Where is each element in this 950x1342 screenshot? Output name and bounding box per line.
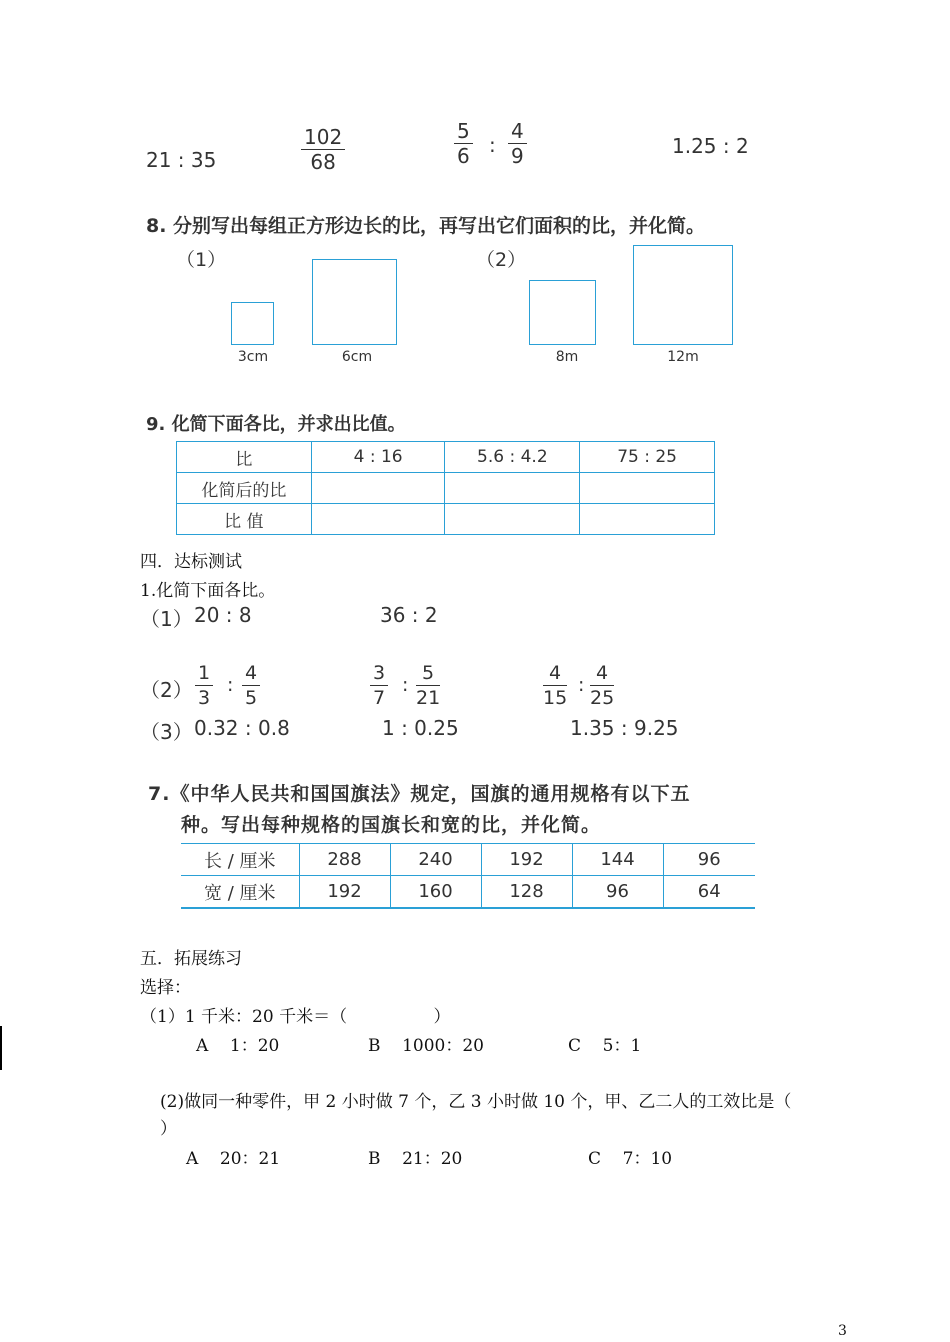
square-3cm	[231, 302, 274, 345]
ratio-1-0.25: 1 : 0.25	[382, 716, 459, 740]
section4-q1-title: 1.化简下面各比。	[140, 581, 276, 601]
table-cell: 288	[299, 844, 390, 876]
choose-label: 选择：	[140, 978, 191, 998]
table-cell: 64	[663, 876, 755, 909]
table-row	[181, 844, 755, 876]
denominator: 21	[416, 687, 441, 709]
section5-heading: 五．拓展练习	[140, 949, 242, 969]
table-cell: 192	[299, 876, 390, 909]
numerator: 4	[242, 662, 260, 686]
colon: :	[227, 674, 234, 696]
fraction-4-5	[242, 662, 260, 709]
ratio-36-2: 36 : 2	[380, 603, 438, 627]
denominator: 15	[543, 687, 568, 709]
table-cell: 160	[390, 876, 481, 909]
fraction-5-21	[416, 662, 440, 709]
table-row	[177, 473, 715, 504]
q2-option-b[interactable]: B 21：20	[368, 1149, 463, 1169]
table-cell: 比 值	[177, 504, 312, 535]
text-cursor	[0, 1026, 2, 1070]
answer-cell[interactable]	[311, 473, 445, 504]
choice-q2-line1: (2)做同一种零件，甲 2 小时做 7 个，乙 3 小时做 10 个，甲、乙二人的工效比是（	[160, 1092, 792, 1112]
square-12m	[633, 245, 733, 345]
label-8m: 8m	[555, 349, 579, 365]
table-row	[177, 442, 715, 473]
table-cell: 宽 / 厘米	[181, 876, 299, 909]
table-cell: 4 : 16	[311, 442, 445, 473]
q1-option-c[interactable]: C 5：1	[568, 1036, 642, 1056]
fraction-5-6	[454, 120, 473, 167]
denominator: 5	[245, 687, 258, 709]
table-cell: 128	[481, 876, 572, 909]
q9-title: 9. 化简下面各比，并求出比值。	[146, 414, 406, 435]
numerator: 5	[416, 662, 440, 686]
choice-q2-line2: ）	[160, 1119, 177, 1139]
colon: :	[489, 133, 496, 157]
table-row	[181, 876, 755, 909]
fraction-4-9	[508, 120, 527, 167]
table-cell: 5.6 : 4.2	[445, 442, 580, 473]
q1-option-a[interactable]: A 1：20	[196, 1036, 280, 1056]
table-cell: 240	[390, 844, 481, 876]
table-cell: 96	[663, 844, 755, 876]
label-3cm: 3cm	[237, 349, 269, 365]
denominator: 25	[590, 687, 615, 709]
fraction-1-3	[195, 662, 213, 709]
square-8m	[529, 280, 596, 345]
label-6cm: 6cm	[341, 349, 373, 365]
q1-option-b[interactable]: B 1000：20	[368, 1036, 485, 1056]
numerator: 4	[590, 662, 614, 686]
table-cell: 144	[572, 844, 663, 876]
colon: :	[402, 674, 409, 696]
answer-cell[interactable]	[580, 473, 715, 504]
denominator: 6	[457, 144, 470, 168]
table-cell: 长 / 厘米	[181, 844, 299, 876]
page-number: 3	[838, 1323, 847, 1339]
table-row	[177, 504, 715, 535]
choice-q1: （1）1 千米：20 千米＝（ ）	[140, 1007, 451, 1027]
label-12m: 12m	[667, 349, 699, 365]
fraction-102-68	[301, 126, 345, 173]
ratio-0.32-0.8: 0.32 : 0.8	[194, 716, 290, 740]
table-cell: 75 : 25	[580, 442, 715, 473]
colon: :	[578, 674, 585, 696]
answer-cell[interactable]	[445, 504, 580, 535]
ratio-20-8: 20 : 8	[194, 603, 252, 627]
q7-title-line1: 7.《中华人民共和国国旗法》规定，国旗的通用规格有以下五	[148, 783, 691, 805]
square-6cm	[312, 259, 397, 345]
answer-cell[interactable]	[580, 504, 715, 535]
answer-cell[interactable]	[311, 504, 445, 535]
row1-label: （1）	[140, 607, 193, 631]
q2-option-c[interactable]: C 7：10	[588, 1149, 673, 1169]
answer-cell[interactable]	[445, 473, 580, 504]
numerator: 4	[543, 662, 567, 686]
row3-label: （3）	[140, 720, 193, 744]
q8-title: 8. 分别写出每组正方形边长的比，再写出它们面积的比，并化简。	[146, 215, 706, 237]
q7-title-line2: 种。写出每种规格的国旗长和宽的比，并化简。	[181, 814, 602, 836]
q8-part1-label: （1）	[176, 249, 227, 271]
denominator: 9	[511, 144, 524, 168]
numerator: 1	[195, 662, 213, 686]
section4-heading: 四．达标测试	[140, 552, 242, 572]
numerator: 3	[370, 662, 388, 686]
table-cell: 化简后的比	[177, 473, 312, 504]
table-cell: 比	[177, 442, 312, 473]
table-cell: 192	[481, 844, 572, 876]
ratio-1.35-9.25: 1.35 : 9.25	[570, 716, 679, 740]
q8-part2-label: （2）	[476, 249, 527, 271]
fraction-4-25	[590, 662, 614, 709]
fraction-4-15	[543, 662, 567, 709]
numerator: 4	[508, 120, 527, 144]
ratio-1.25-2: 1.25 : 2	[672, 134, 749, 158]
fraction-3-7	[370, 662, 388, 709]
ratio-21-35: 21 : 35	[146, 148, 217, 172]
numerator: 5	[454, 120, 473, 144]
denominator: 3	[198, 687, 211, 709]
q7-table	[181, 843, 755, 909]
table-cell: 96	[572, 876, 663, 909]
q9-table	[176, 441, 715, 535]
numerator: 102	[301, 126, 345, 150]
row2-label: （2）	[140, 678, 193, 702]
q2-option-a[interactable]: A 20：21	[186, 1149, 281, 1169]
denominator: 68	[310, 150, 336, 174]
denominator: 7	[373, 687, 386, 709]
